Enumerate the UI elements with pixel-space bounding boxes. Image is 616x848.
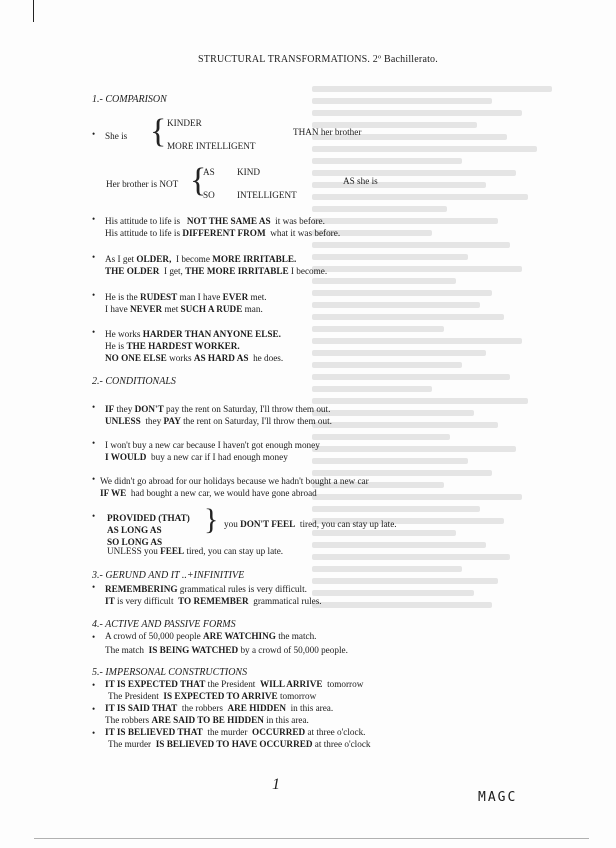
text: NO ONE ELSE works AS HARD AS he does. <box>105 353 284 363</box>
text: IF they DON'T pay the rent on Saturday, I'll throw them out. <box>105 404 331 414</box>
text: I have NEVER met SUCH A RUDE man. <box>105 304 263 314</box>
text: IF WE had bought a new car, we would have gone abroad <box>100 488 317 498</box>
bullet: • <box>92 214 96 224</box>
scan-edge-line <box>34 838 589 839</box>
bullet: • <box>92 680 96 690</box>
text: She is <box>105 131 128 141</box>
text: IT IS SAID THAT the robbers ARE HIDDEN in this area. <box>105 703 334 713</box>
text: SO LONG AS <box>107 537 163 547</box>
author-signature: MAGC <box>478 790 518 805</box>
text: UNLESS you FEEL tired, you can stay up late. <box>107 546 284 556</box>
bullet: • <box>92 511 96 521</box>
section-heading-conditionals: 2.- CONDITIONALS <box>92 376 176 387</box>
brace: { <box>190 162 207 199</box>
brace: { <box>204 503 219 536</box>
text: MORE INTELLIGENT <box>167 141 256 151</box>
text: A crowd of 50,000 people ARE WATCHING the match. <box>105 631 317 641</box>
bullet: • <box>92 327 96 337</box>
text: IT IS BELIEVED THAT the murder OCCURRED at three o'clock. <box>105 727 366 737</box>
text: The match IS BEING WATCHED by a crowd of 50,000 people. <box>105 645 348 655</box>
text: The murder IS BELIEVED TO HAVE OCCURRED at three o'clock <box>108 739 371 749</box>
bullet: • <box>92 582 96 592</box>
text: He is THE HARDEST WORKER. <box>105 341 240 351</box>
section-heading-gerund: 3.- GERUND AND IT ..+INFINITIVE <box>92 570 245 581</box>
section-heading-impersonal: 5.- IMPERSONAL CONSTRUCTIONS <box>92 667 248 678</box>
text: KINDER <box>167 118 202 128</box>
section-heading-comparison: 1.- COMPARISON <box>92 94 167 105</box>
text: He is the RUDEST man I have EVER met. <box>105 292 267 302</box>
text: PROVIDED (THAT) <box>107 513 190 523</box>
text: INTELLIGENT <box>237 190 297 200</box>
text: As I get OLDER, I become MORE IRRITABLE. <box>105 254 297 264</box>
text: AS LONG AS <box>107 525 162 535</box>
bullet: • <box>92 704 96 714</box>
text: AS <box>203 167 215 177</box>
text: We didn't go abroad for our holidays because we hadn't bought a new car <box>100 476 369 486</box>
text: AS she is <box>343 176 378 186</box>
page-number: 1 <box>272 776 280 793</box>
text: UNLESS they PAY the rent on Saturday, I'll throw them out. <box>105 416 332 426</box>
text: SO <box>203 190 215 200</box>
bullet: • <box>92 290 96 300</box>
text: Her brother is NOT <box>106 179 179 189</box>
bullet: • <box>92 252 96 262</box>
text: The President IS EXPECTED TO ARRIVE tomorrow <box>108 691 317 701</box>
bullet: • <box>92 728 96 738</box>
text: IT IS EXPECTED THAT the President WILL ARRIVE tomorrow <box>105 679 364 689</box>
text: KIND <box>237 167 260 177</box>
text: THE OLDER I get, THE MORE IRRITABLE I become. <box>105 266 328 276</box>
text: He works HARDER THAN ANYONE ELSE. <box>105 329 281 339</box>
bullet: • <box>92 632 96 642</box>
bullet: • <box>92 474 96 484</box>
text: IT is very difficult TO REMEMBER grammatical rules. <box>105 596 322 606</box>
text: I WOULD buy a new car if I had enough money <box>105 452 288 462</box>
text: I won't buy a new car because I haven't got enough money <box>105 440 320 450</box>
page-title: STRUCTURAL TRANSFORMATIONS. 2º Bachillerato. <box>198 54 438 65</box>
text: His attitude to life is NOT THE SAME AS it was before. <box>105 216 325 226</box>
text: THAN her brother <box>293 127 362 137</box>
bullet: • <box>92 129 96 139</box>
bullet: • <box>92 402 96 412</box>
scan-mark <box>33 0 34 22</box>
text: REMEMBERING grammatical rules is very difficult. <box>105 584 307 594</box>
brace: { <box>150 113 167 150</box>
bullet: • <box>92 438 96 448</box>
text: His attitude to life is DIFFERENT FROM what it was before. <box>105 228 341 238</box>
text: The robbers ARE SAID TO BE HIDDEN in this area. <box>105 715 309 725</box>
text: you DON'T FEEL tired, you can stay up late. <box>224 519 397 529</box>
section-heading-active-passive: 4.- ACTIVE AND PASSIVE FORMS <box>92 619 236 630</box>
